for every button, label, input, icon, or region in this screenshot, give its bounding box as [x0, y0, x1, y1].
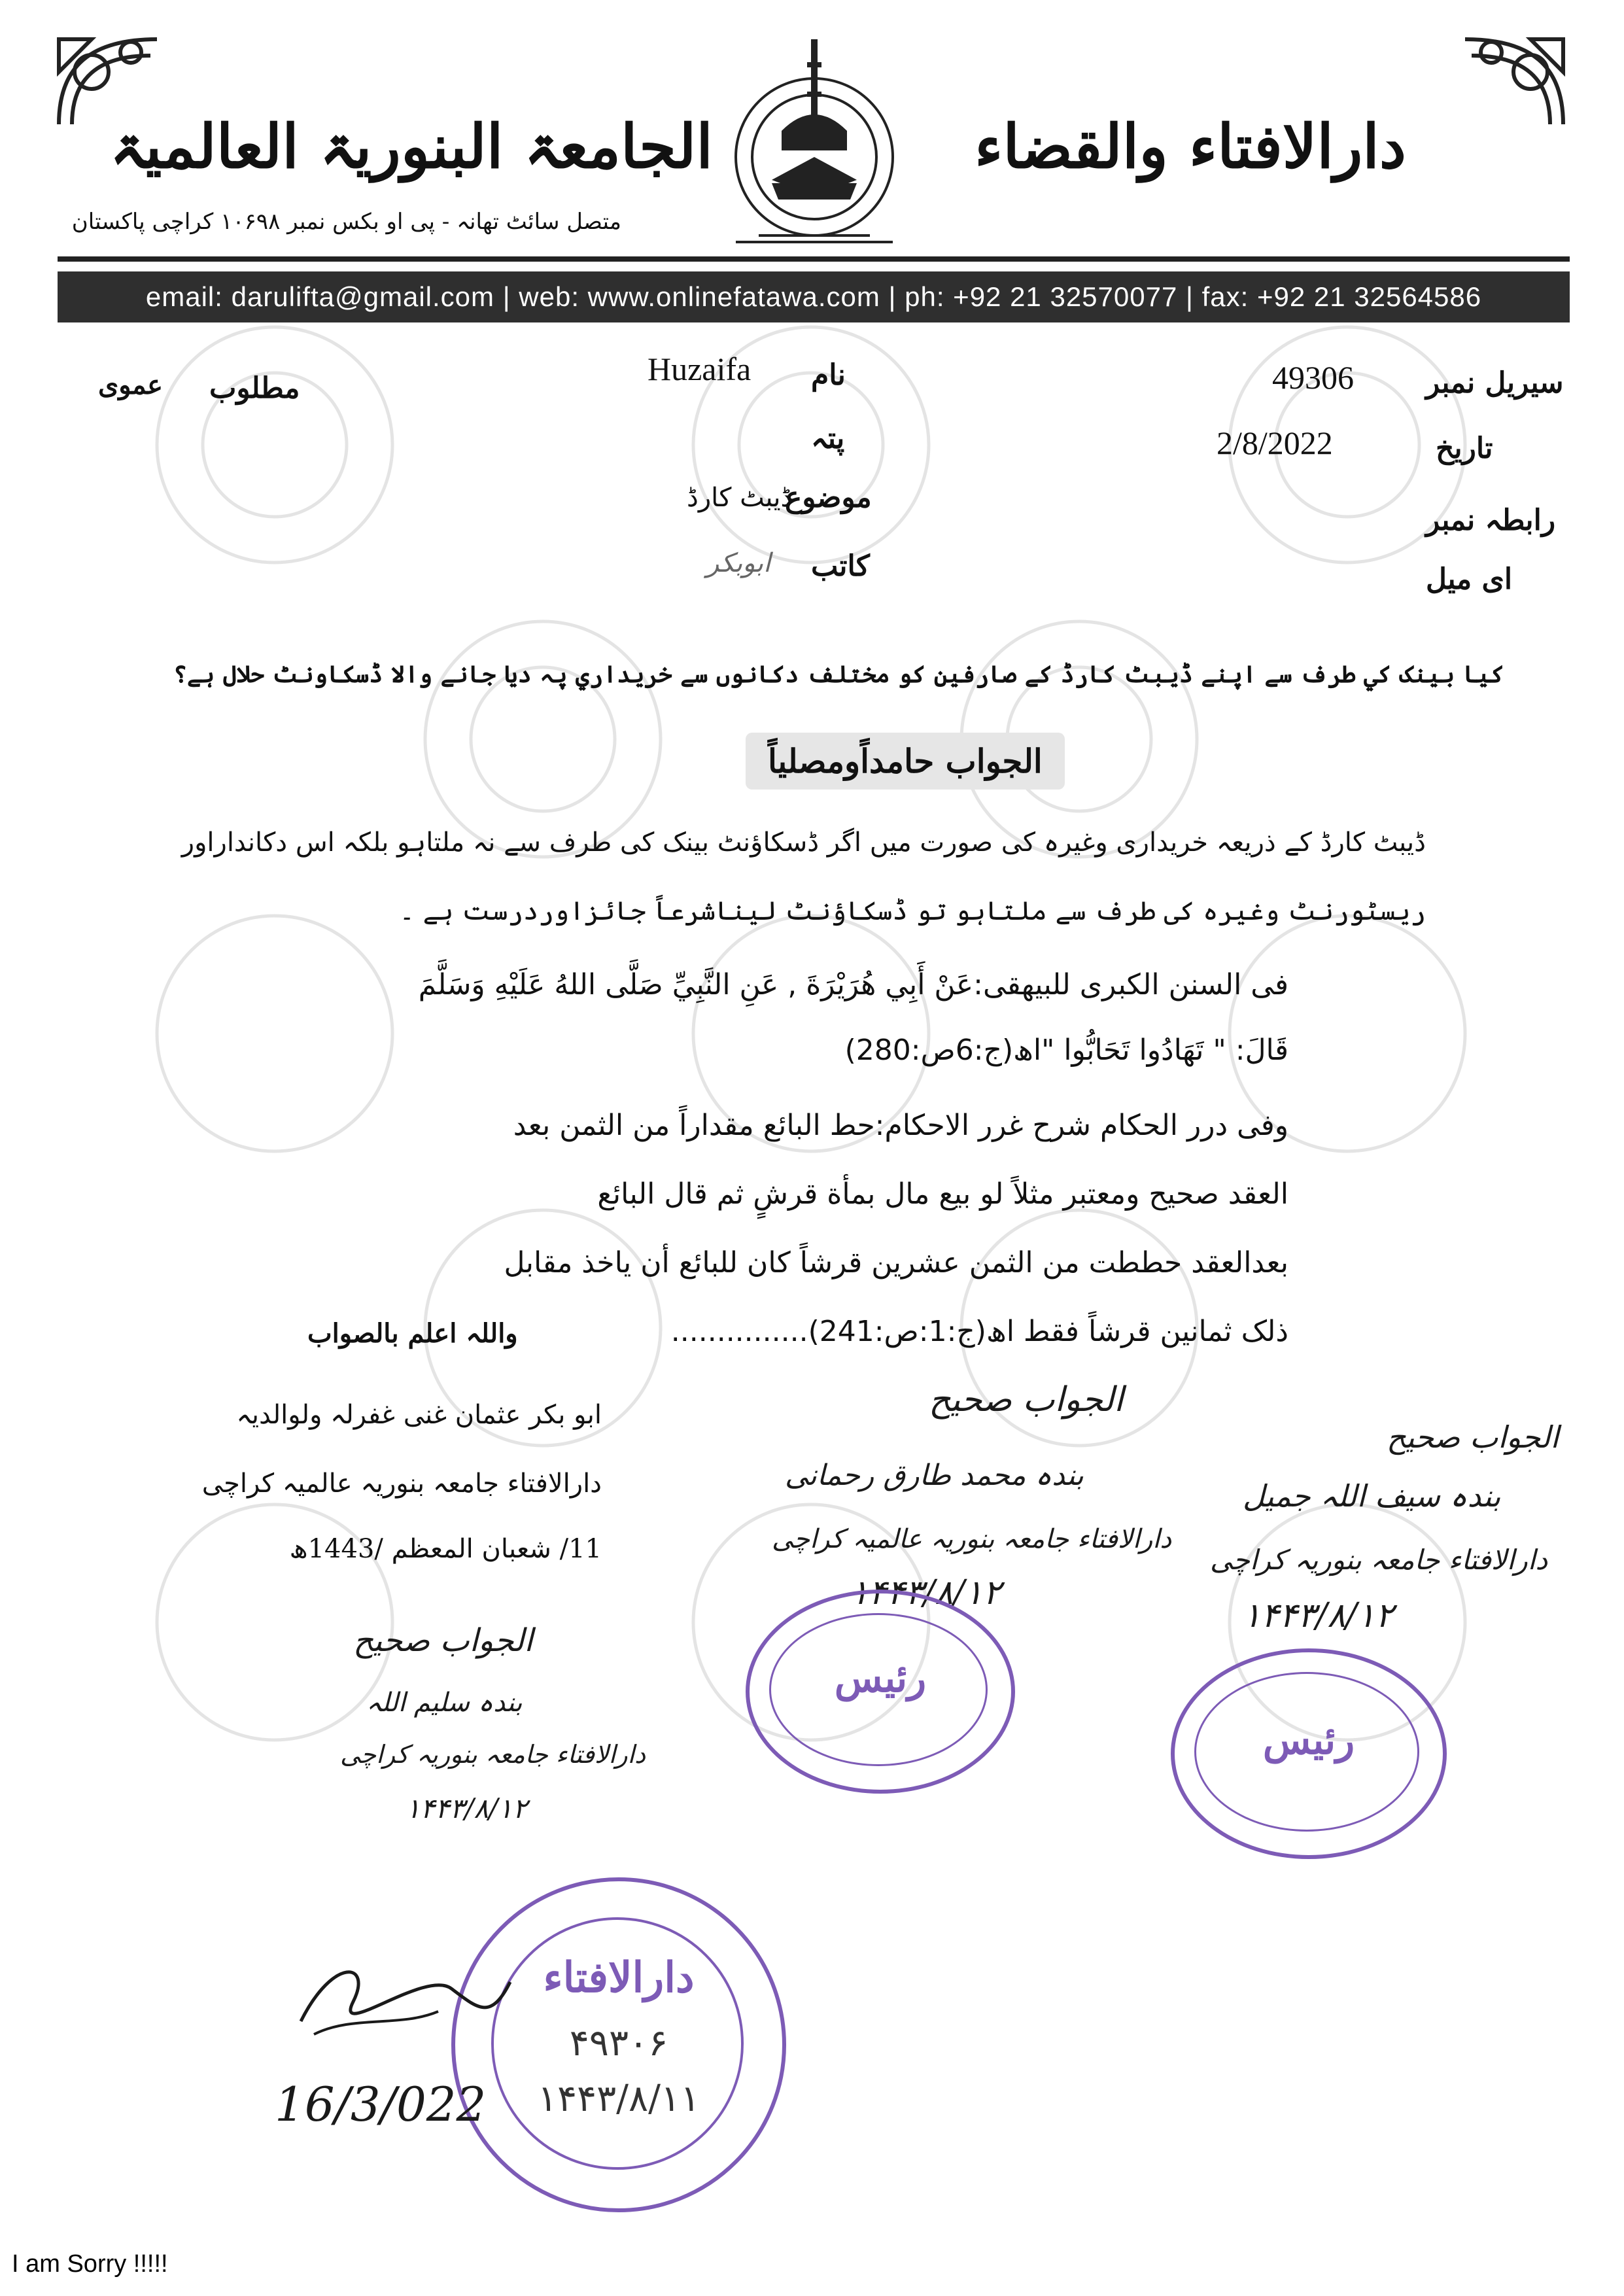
header-address: متصل سائٹ تھانہ - پی او بکس نمبر ۱۰۶۹۸ کراچی پاکستان	[71, 209, 621, 235]
serial-value: 49306	[1272, 359, 1354, 396]
endorsement-2-heading: الجواب صحیح	[1387, 1419, 1559, 1455]
endorsement-3-heading: الجواب صحیح	[353, 1622, 533, 1659]
answer-urdu-line-2: ریسٹورنٹ وغیرہ کی طرف سے ملتاہو تو ڈسکاؤنٹ لیناشرعاً جائزاوردرست ہے ۔	[399, 896, 1426, 926]
signatory-line-2: دارالافتاء جامعہ بنوریہ عالمیہ کراچی	[201, 1469, 602, 1499]
wanted-label: مطلوب	[209, 372, 300, 405]
endorsement-2-institution: دارالافتاء جامعہ بنوریہ کراچی	[1210, 1544, 1548, 1576]
stamp-rais-2	[1171, 1648, 1447, 1859]
name-label: نام	[811, 358, 846, 392]
contact-label: رابطہ نمبر	[1426, 504, 1556, 537]
seal-number: ۴۹۳۰۶	[569, 2022, 668, 2064]
signatory-line-1: ابو بکر عثمان غنی غفرلہ ولوالدیہ	[236, 1400, 602, 1430]
contact-bar: email: darulifta@gmail.com | web: www.onlinefatawa.com | ph: +92 21 32570077 | fax: +92 21 32564586	[58, 271, 1570, 322]
arabic-line-4: العقد صحیح ومعتبر مثلاً لو بیع مال بمأة قرشٍ ثم قال البائع	[597, 1177, 1288, 1211]
signature-scribble	[294, 1943, 517, 2047]
endorsement-2-name: بندہ سیف اللہ جمیل	[1243, 1478, 1501, 1514]
stamp-rais-1-text: رئیس	[834, 1656, 927, 1701]
endorsement-1-heading: الجواب صحیح	[929, 1380, 1124, 1419]
endorsement-1-date: ۱۴۴۳/۸/۱۲	[850, 1573, 1001, 1612]
arabic-line-1: فی السنن الکبری للبیھقی:عَنْ أَبِي هُرَيْرَةَ , عَنِ النَّبِيِّ صَلَّى اللهُ عَلَيْهِ وَسَلَّمَ	[418, 968, 1288, 1001]
footer-note: I am Sorry !!!!!	[12, 2250, 168, 2278]
serial-label: سیریل نمبر	[1426, 366, 1564, 400]
name-value: Huzaifa	[648, 351, 752, 387]
seal-title: دارالافتاء	[543, 1953, 695, 2002]
answer-urdu-line-1: ڈیبٹ کارڈ کے ذریعہ خریداری وغیرہ کی صورت میں اگر ڈسکاؤنٹ بینک کی طرف سے نہ ملتاہو بلکہ اس دکانداراور	[181, 827, 1426, 858]
endorsement-3-date: ۱۴۴۳/۸/۱۲	[406, 1792, 528, 1824]
wanted-value: عموی	[98, 370, 163, 400]
endorsement-3-institution: دارالافتاء جامعہ بنوریہ کراچی	[340, 1740, 646, 1769]
subject-value: ڈیبٹ کارڈ	[687, 483, 793, 513]
email-label: ای میل	[1426, 563, 1513, 596]
question-text: کیا بینک کي طرف سے اپنے ڈیبٹ کارڈ کے صارفین کو مختلف دکانوں سے خریداري پہ دیا جانے والا ڈسکاونٹ حلال ہے؟	[173, 661, 1504, 688]
address-label: پتہ	[811, 422, 845, 455]
subject-label: موضوع	[785, 481, 872, 514]
endorsement-2-date: ۱۴۴۳/۸/۱۲	[1243, 1596, 1394, 1635]
writer-label: کاتب	[811, 549, 870, 583]
header-rule	[58, 256, 1570, 262]
date-label: تاریخ	[1436, 432, 1493, 465]
endorsement-1-institution: دارالافتاء جامعہ بنوریہ عالمیہ کراچی	[772, 1524, 1172, 1554]
header-title-right: دارالافتاء والقضاء	[975, 111, 1406, 182]
emblem-quran-mosque-icon	[719, 26, 909, 249]
answer-heading: الجواب حامداًومصلیاً	[746, 733, 1065, 790]
handwritten-date: 16/3/022	[275, 2077, 487, 2132]
closing-phrase: واللہ اعلم بالصواب	[307, 1318, 518, 1349]
arabic-line-6: ذلک ثمانین قرشاً فقط اھ(ج:1:ص:241)...............	[670, 1315, 1288, 1348]
date-value: 2/8/2022	[1217, 425, 1333, 461]
arabic-line-5: بعدالعقد حططت من الثمن عشرین قرشاً کان للبائع أن یاخذ مقابل	[504, 1246, 1288, 1279]
header-title-left: الجامعۃ البنوریۃ العالمیۃ	[109, 111, 713, 182]
stamp-rais-2-text: رئیس	[1262, 1718, 1355, 1764]
writer-value: ابوبکر	[706, 548, 771, 578]
arabic-line-2: قَالَ: " تَهَادُوا تَحَابُّوا "اھ(ج:6ص:280)	[844, 1034, 1288, 1067]
arabic-line-3: وفی درر الحکام شرح غرر الاحکام:حط البائع مقداراً من الثمن بعد	[513, 1109, 1288, 1142]
stamp-rais-1	[746, 1590, 1015, 1794]
endorsement-3-name: بندہ سلیم اللہ	[366, 1688, 523, 1718]
seal-date: ۱۴۴۳/۸/۱۱	[537, 2078, 700, 2120]
signatory-line-3: 11/ شعبان المعظم /1443ھ	[289, 1534, 602, 1564]
endorsement-1-name: بندہ محمد طارق رحمانی	[785, 1459, 1084, 1492]
